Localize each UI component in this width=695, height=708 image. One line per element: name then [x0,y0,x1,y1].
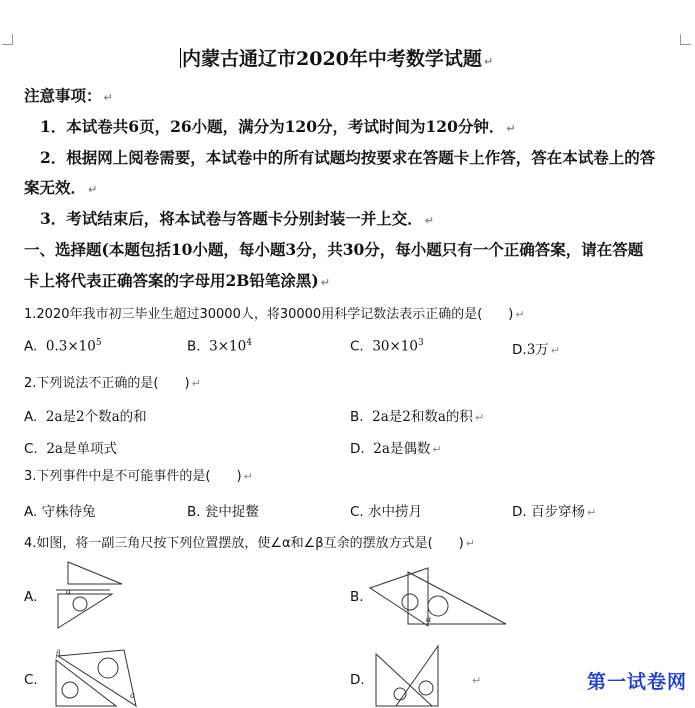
page-title: 内蒙古通辽市2020年中考数学试题 ↵ [182,48,494,70]
question-2-option-c: C. 2a是单项式 [24,441,117,457]
question-2-option-d: D. 2a是偶数 ↵ [350,441,442,457]
question-4-option-d: D. [350,672,365,688]
question-1-option-c: C. $30\times 10^3$ [350,338,424,355]
text-cursor [180,48,181,68]
notice-item-3: 3．考试结束后，将本试卷与答题卡分别封装一并上交． ↵ [40,209,435,228]
question-4-stem: 4.如图，将一副三角尺按下列位置摆放，使∠α和∠β互余的摆放方式是( ) ↵ [24,536,475,551]
notice-heading: 注意事项： ↵ [24,86,113,105]
question-3-option-a: A. 守株待兔 [24,504,96,520]
question-1-option-d: D.3万 ↵ [512,342,560,358]
triangle-figure-c [50,646,140,708]
question-4-option-b: B. [350,589,364,605]
triangle-figure-a [52,560,124,630]
question-2-stem: 2.下列说法不正确的是( ) ↵ [24,376,201,391]
question-1-option-a: A. $0.3\times 10^5$ [24,338,102,355]
watermark-logo: 第一试卷网 [586,671,687,693]
svg-text:α: α [130,691,136,700]
triangle-figure-d [372,644,452,708]
notice-item-2-cont: 案无效． ↵ [24,178,98,197]
question-2-option-a: A. 2a是2个数a的和 [24,409,147,425]
question-4-paragraph-mark: ↵ [472,674,482,687]
corner-mark-top-right [680,34,691,45]
corner-mark-top-left [2,34,13,45]
section-heading: 一、选择题(本题包括10小题，每小题3分，共30分，每小题只有一个正确答案，请在答题 [24,240,644,259]
question-3-stem: 3.下列事件中是不可能事件的是( ) ↵ [24,469,253,484]
notice-item-1: 1．本试卷共6页，26小题，满分为120分，考试时间为120分钟． ↵ [40,117,516,136]
question-3-option-c: C. 水中捞月 [350,504,423,520]
svg-text:α: α [426,615,432,624]
question-4-option-a: A. [24,589,38,605]
triangle-figure-b [368,566,508,628]
question-3-option-d: D. 百步穿杨 ↵ [512,504,597,520]
question-1-stem: 1.2020年我市初三毕业生超过30000人，将30000用科学记数法表示正确的是( ) ↵ [24,307,525,322]
question-3-option-b: B. 瓮中捉鳖 [187,504,259,520]
notice-item-2: 2．根据网上阅卷需要，本试卷中的所有试题均按要求在答题卡上作答，答在本试卷上的答 [40,148,656,167]
svg-text:β: β [56,649,61,658]
question-2-option-b: B. 2a是2和数a的积 ↵ [350,409,485,425]
section-heading-cont: 卡上将代表正确答案的字母用2B铅笔涂黑) ↵ [24,271,330,290]
svg-text:α: α [66,587,72,596]
question-1-option-b: B. $3\times 10^4$ [187,338,252,355]
question-4-option-c: C. [24,672,38,688]
